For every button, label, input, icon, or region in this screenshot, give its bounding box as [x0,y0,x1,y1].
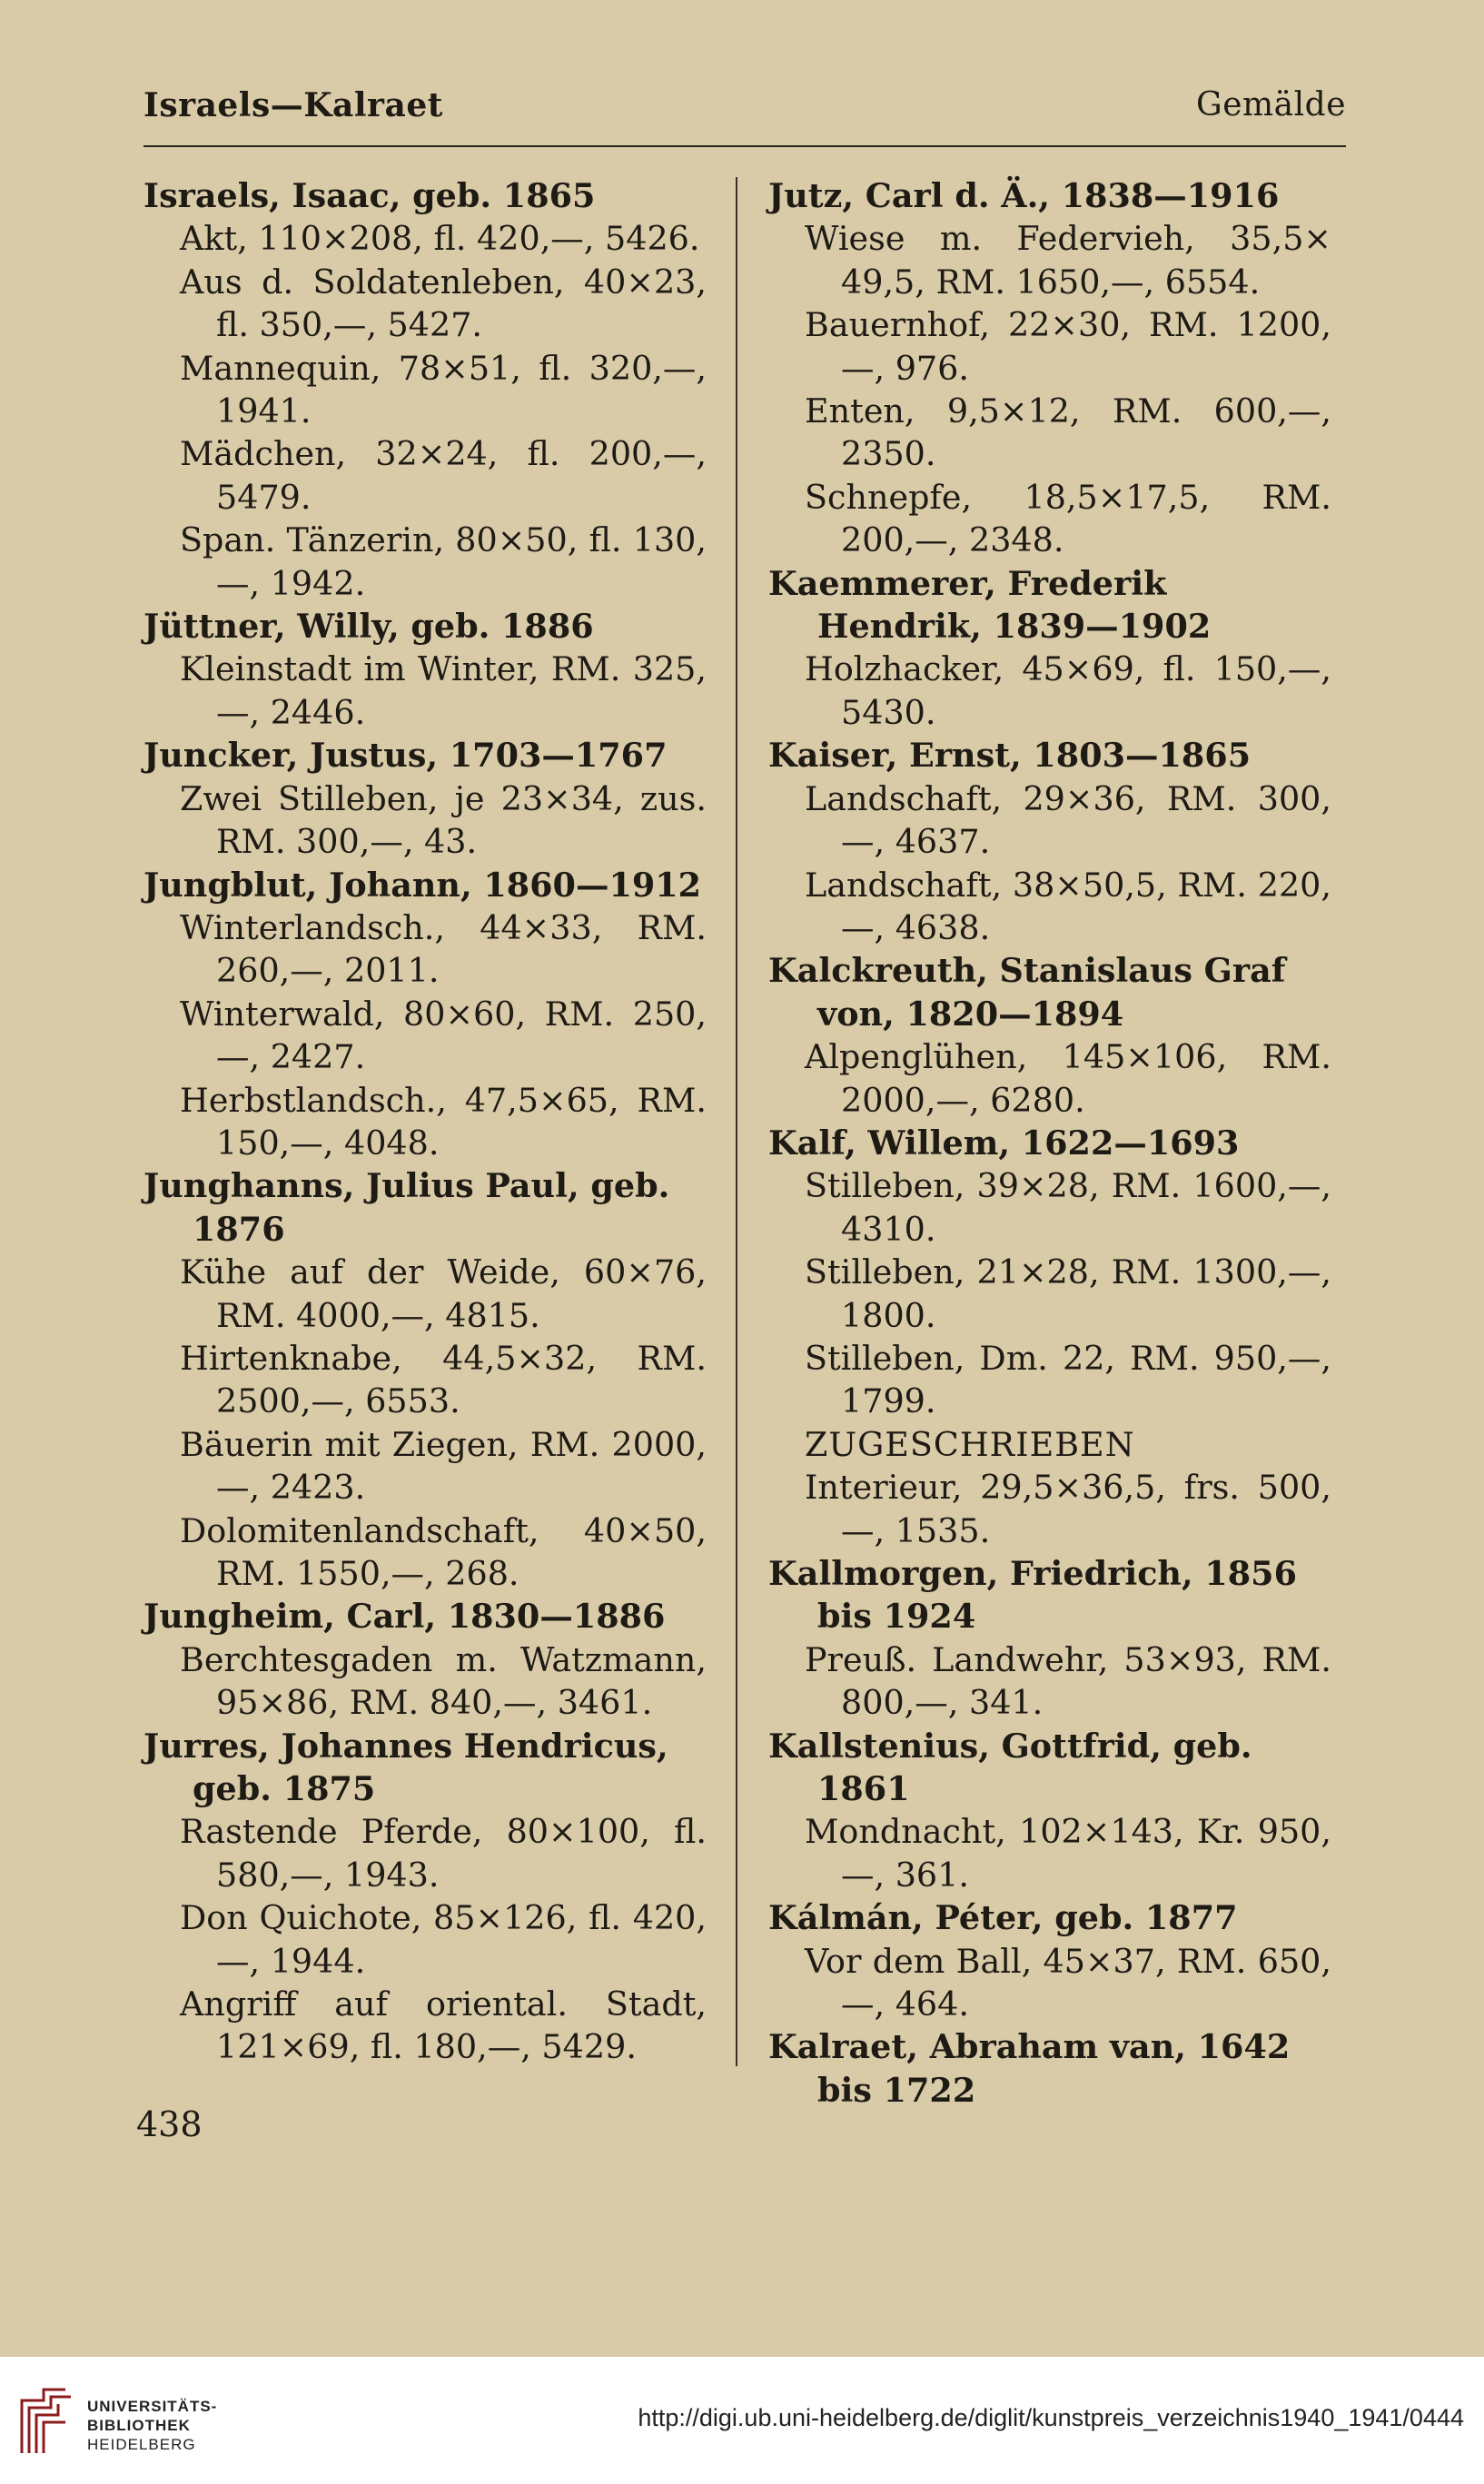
running-head-left: Israels—Kalraet [143,86,443,124]
artist-heading: Kalckreuth, Stanislaus Graf von, 1820—1894 [768,951,1286,1034]
artwork-entry: Holzhacker, 45×69, fl. 150,—, 5430. [805,649,1331,732]
library-name [87,2397,217,2454]
artwork-entry: Bauernhof, 22×30, RM. 1200,—, 976. [805,305,1331,388]
artwork-entry: Don Quichote, 85×126, fl. 420,—, 1944. [180,1898,707,1981]
artwork-entry: Vor dem Ball, 45×37, RM. 650,—, 464. [805,1941,1331,2024]
artist-heading: Jutz, Carl d. Ä., 1838—1916 [768,176,1280,215]
artwork-entry: Span. Tänzerin, 80×50, fl. 130,—, 1942. [180,520,707,603]
artwork-entry: Wiese m. Federvieh, 35,5× 49,5, RM. 1650,—, 6554. [805,219,1331,302]
artwork-entry: Dolomitenlandschaft, 40×50, RM. 1550,—, 268. [180,1510,707,1593]
artist-heading: Juncker, Justus, 1703—1767 [143,736,668,776]
left-column [143,174,707,2069]
artwork-entry: Stilleben, Dm. 22, RM. 950,—, 1799. [805,1338,1331,1421]
attribution-label: ZUGESCHRIEBEN [805,1424,1135,1464]
header-rule [143,145,1346,147]
artwork-entry: Winterwald, 80×60, RM. 250,—, 2427. [180,994,707,1077]
artwork-entry: Angriff auf oriental. Stadt, 121×69, fl. 180,—, 5429. [180,1984,707,2067]
library-name-line3: HEIDELBERG [87,2436,196,2453]
artwork-entry: Preuß. Landwehr, 53×93, RM. 800,—, 341. [805,1639,1331,1723]
artist-heading: Kaiser, Ernst, 1803—1865 [768,736,1252,776]
artist-heading: Junghanns, Julius Paul, geb. 1876 [143,1166,670,1249]
library-name-line2: BIBLIOTHEK [87,2417,191,2434]
artwork-entry: Stilleben, 39×28, RM. 1600,—, 4310. [805,1166,1331,1249]
artwork-entry: Aus d. Soldatenleben, 40×23, fl. 350,—, 5427. [180,262,707,345]
artwork-entry: Mondnacht, 102×143, Kr. 950,—, 361. [805,1812,1331,1895]
page-number: 438 [136,2104,203,2144]
artist-heading: Jungheim, Carl, 1830—1886 [143,1597,666,1637]
column-divider [736,177,737,2066]
artist-heading: Israels, Isaac, geb. 1865 [143,176,596,215]
artist-heading: Kalraet, Abraham van, 1642 bis 1722 [768,2027,1291,2110]
artwork-entry: Herbstlandsch., 47,5×65, RM. 150,—, 4048. [180,1080,707,1163]
artwork-entry: Rastende Pferde, 80×100, fl. 580,—, 1943. [180,1812,707,1895]
artist-heading: Kálmán, Péter, geb. 1877 [768,1898,1238,1938]
artwork-entry: Enten, 9,5×12, RM. 600,—, 2350. [805,391,1331,474]
artwork-entry: Berchtesgaden m. Watzmann, 95×86, RM. 840,—, 3461. [180,1639,707,1723]
artwork-entry: Mannequin, 78×51, fl. 320,—, 1941. [180,348,707,431]
library-name-line1: UNIVERSITÄTS- [87,2398,218,2415]
artist-heading: Kallstenius, Gottfrid, geb. 1861 [768,1726,1252,1809]
right-column [768,174,1331,2112]
artwork-entry: Landschaft, 29×36, RM. 300,—, 4637. [805,778,1331,862]
artist-heading: Kaemmerer, Frederik Hendrik, 1839—1902 [768,563,1212,647]
artwork-entry: Stilleben, 21×28, RM. 1300,—, 1800. [805,1252,1331,1335]
artwork-entry: Schnepfe, 18,5×17,5, RM. 200,—, 2348. [805,477,1331,560]
artwork-entry: Landschaft, 38×50,5, RM. 220,—, 4638. [805,865,1331,947]
artwork-entry: Winterlandsch., 44×33, RM. 260,—, 2011. [180,907,707,991]
artist-heading: Jurres, Johannes Hendricus, geb. 1875 [143,1726,668,1809]
library-logo-icon [16,2382,76,2459]
running-head [143,86,1346,141]
artwork-entry: Alpenglühen, 145×106, RM. 2000,—, 6280. [805,1037,1331,1120]
artwork-entry: Mädchen, 32×24, fl. 200,—, 5479. [180,434,707,517]
artwork-entry: Interieur, 29,5×36,5, frs. 500,—, 1535. [805,1468,1331,1550]
artist-heading: Kallmorgen, Friedrich, 1856 bis 1924 [768,1554,1297,1637]
artist-heading: Kalf, Willem, 1622—1693 [768,1123,1240,1163]
artwork-entry: Bäuerin mit Ziegen, RM. 2000,—, 2423. [180,1424,707,1508]
source-url[interactable]: http://digi.ub.uni-heidelberg.de/diglit/kunstpreis_verzeichnis1940_1941/0444 [638,2404,1464,2431]
artist-heading: Jüttner, Willy, geb. 1886 [143,607,594,647]
artwork-entry: Kühe auf der Weide, 60×76, RM. 4000,—, 4815. [180,1252,707,1335]
artwork-entry: Akt, 110×208, fl. 420,—, 5426. [180,219,700,259]
artwork-entry: Hirtenknabe, 44,5×32, RM. 2500,—, 6553. [180,1338,707,1421]
running-head-right: Gemälde [1195,86,1346,124]
footer-bar [0,2357,1484,2484]
artist-heading: Jungblut, Johann, 1860—1912 [143,865,702,905]
artwork-entry: Zwei Stilleben, je 23×34, zus. RM. 300,—, 43. [180,778,707,862]
artwork-entry: Kleinstadt im Winter, RM. 325,—, 2446. [180,649,707,732]
